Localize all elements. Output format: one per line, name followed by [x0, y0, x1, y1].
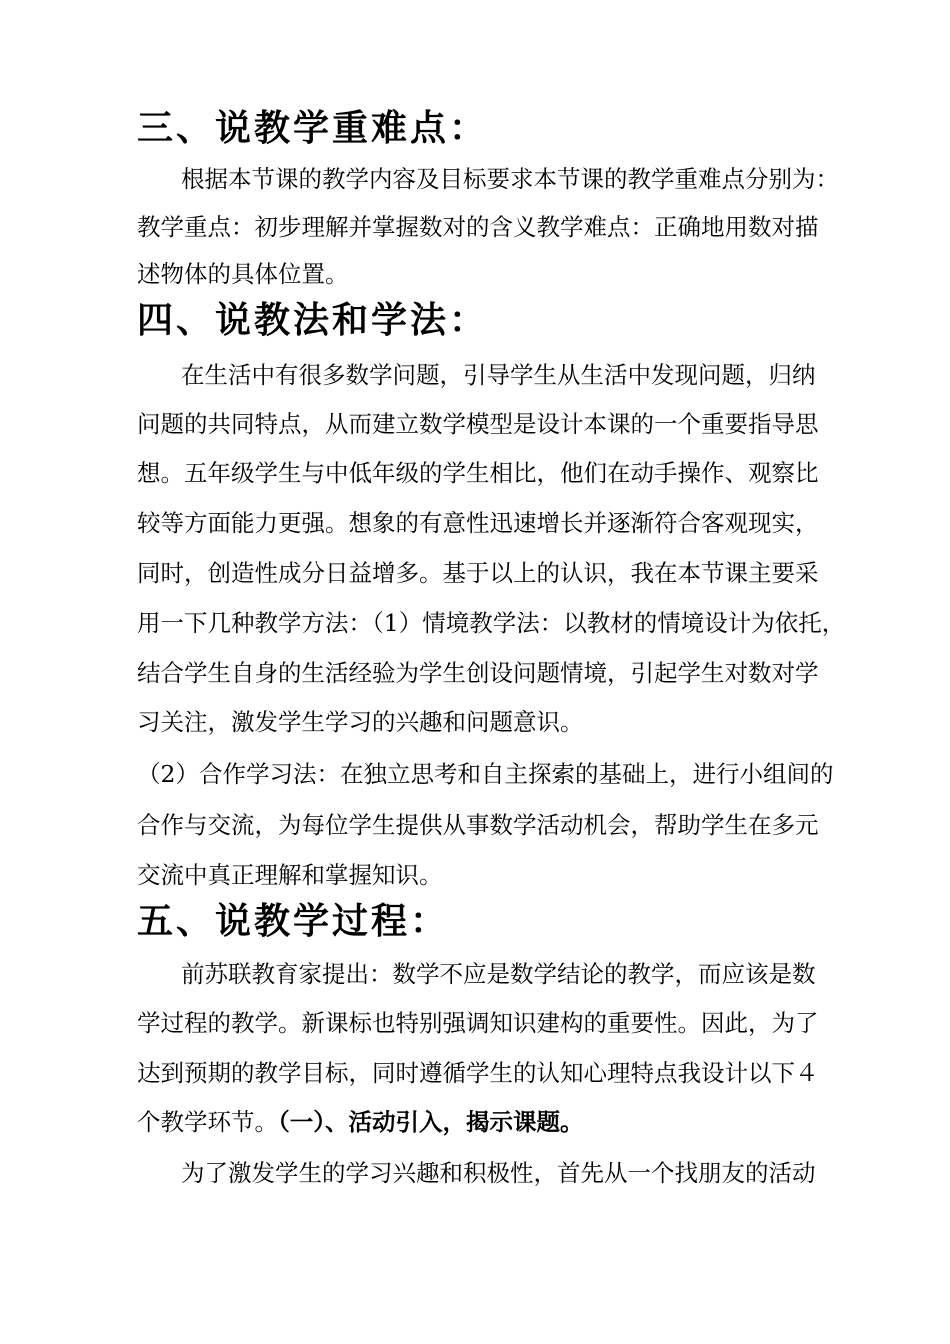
section-4-heading: 四、说教法和学法： — [137, 300, 489, 341]
section-4-line-2: 问题的共同特点，从而建立数学模型是设计本课的一个重要指导思 — [137, 410, 819, 438]
section-3-heading: 三、说教学重难点： — [137, 108, 489, 149]
section-3-line-3: 述物体的具体位置。 — [137, 260, 349, 288]
section-4-line-5: 同时，创造性成分日益增多。基于以上的认识，我在本节课主要采 — [137, 559, 819, 587]
subheading-activity-intro: （一）、活动引入，揭示课题。 — [278, 1108, 584, 1136]
section-4-line-8: 习关注，激发学生学习的兴趣和问题意识。 — [137, 708, 584, 736]
section-4-line-3: 想。五年级学生与中低年级的学生相比，他们在动手操作、观察比 — [137, 459, 819, 487]
section-4-line-9: （2）合作学习法：在独立思考和自主探索的基础上，进行小组间的 — [137, 760, 834, 788]
section-5-line-5: 为了激发学生的学习兴趣和积极性，首先从一个找朋友的活动 — [181, 1159, 816, 1187]
section-4-line-7: 结合学生自身的生活经验为学生创设问题情境，引起学生对数对学 — [137, 659, 819, 687]
section-5-line-4 — [137, 1106, 584, 1138]
section-5-line-2: 学过程的教学。新课标也特别强调知识建构的重要性。因此，为了 — [137, 1009, 819, 1037]
section-4-line-1: 在生活中有很多数学问题，引导学生从生活中发现问题，归纳 — [181, 361, 816, 389]
section-5-line-3: 达到预期的教学目标，同时遵循学生的认知心理特点我设计以下４ — [137, 1059, 819, 1087]
section-4-line-4: 较等方面能力更强。想象的有意性迅速增长并逐渐符合客观现实， — [137, 509, 819, 537]
section-4-line-10: 合作与交流，为每位学生提供从事数学活动机会，帮助学生在多元 — [137, 811, 819, 839]
section-5-line-1: 前苏联教育家提出：数学不应是数学结论的教学，而应该是数 — [181, 960, 816, 988]
section-5-heading: 五、说教学过程： — [137, 901, 450, 942]
section-4-line-11: 交流中真正理解和掌握知识。 — [137, 861, 443, 889]
section-3-line-1: 根据本节课的教学内容及目标要求本节课的教学重难点分别为： — [181, 165, 839, 193]
section-3-line-2: 教学重点：初步理解并掌握数对的含义教学难点：正确地用数对描 — [137, 213, 819, 241]
section-5-line-4-text: 个教学环节。 — [137, 1108, 278, 1136]
section-4-line-6: 用一下几种教学方法：（1）情境教学法：以教材的情境设计为依托， — [137, 609, 846, 637]
